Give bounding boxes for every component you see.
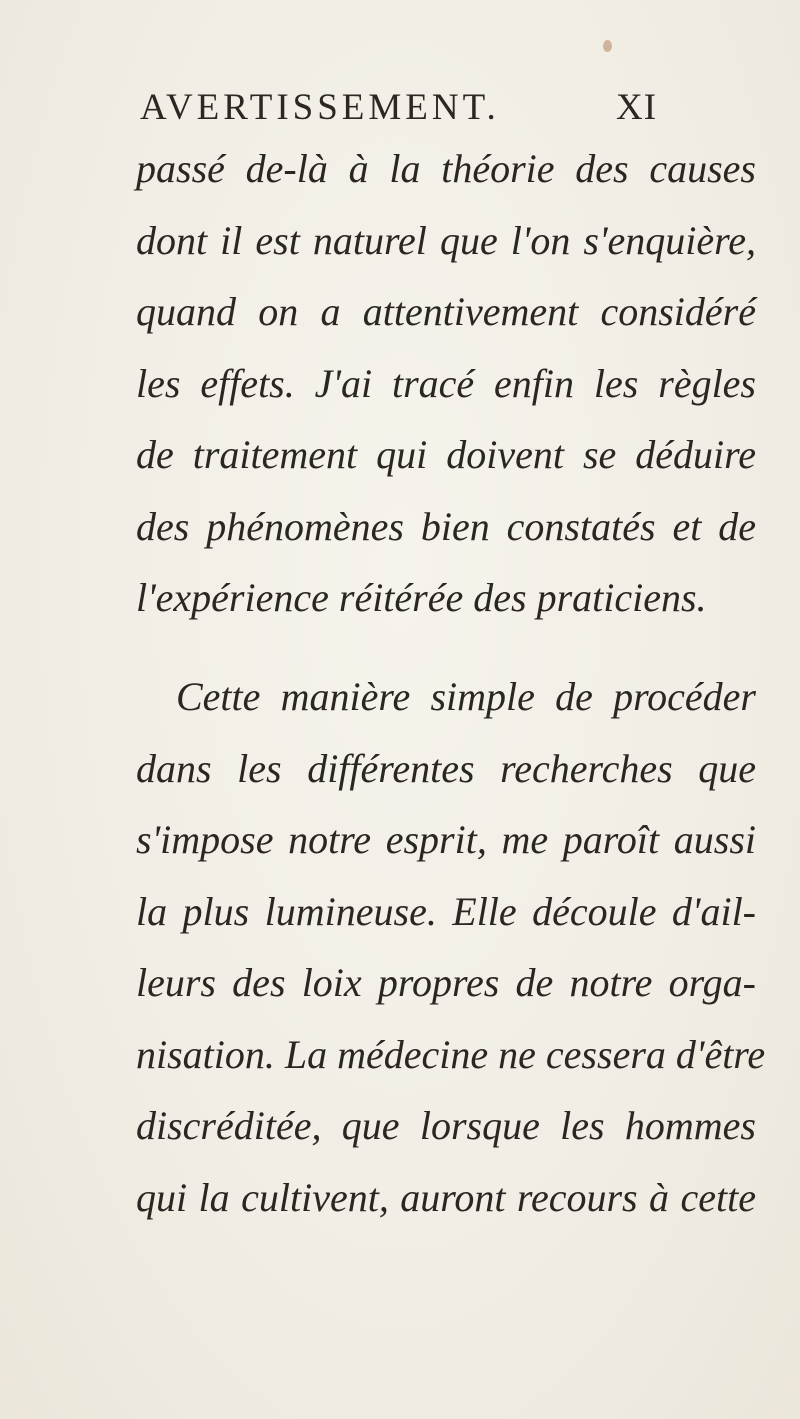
text-line: qui la cultivent, auront recours à cette [136, 1174, 756, 1220]
text-line: passé de-là à la théorie des causes [136, 146, 756, 191]
text-line: dont il est naturel que l'on s'enquière, [136, 217, 756, 263]
page-number: XI [616, 87, 658, 128]
text-line: dans les différentes recherches que [136, 745, 756, 791]
text-line: discréditée, que lorsque les hommes [136, 1103, 756, 1148]
text-line: la plus lumineuse. Elle découle d'ail- [136, 888, 756, 934]
text-line: nisation. La médecine ne cessera d'être [136, 1031, 766, 1077]
ink-stain [603, 40, 612, 52]
paragraph-2 [136, 661, 766, 1233]
text-line: leurs des loix propres de notre orga- [136, 960, 756, 1005]
text-line: les effets. J'ai tracé enfin les règles [136, 360, 756, 406]
paragraph-1 [136, 133, 756, 634]
text-line: de traitement qui doivent se déduire [136, 432, 756, 477]
text-line: des phénomènes bien constatés et de [136, 503, 756, 549]
text-line: s'impose notre esprit, me paroît aussi [136, 817, 756, 862]
text-line-last: l'expérience réitérée des praticiens. [136, 575, 707, 620]
running-header: AVERTISSEMENT. [140, 87, 500, 128]
text-line: quand on a attentivement considéré [136, 289, 756, 334]
text-line-indented: Cette manière simple de procéder [176, 674, 756, 719]
